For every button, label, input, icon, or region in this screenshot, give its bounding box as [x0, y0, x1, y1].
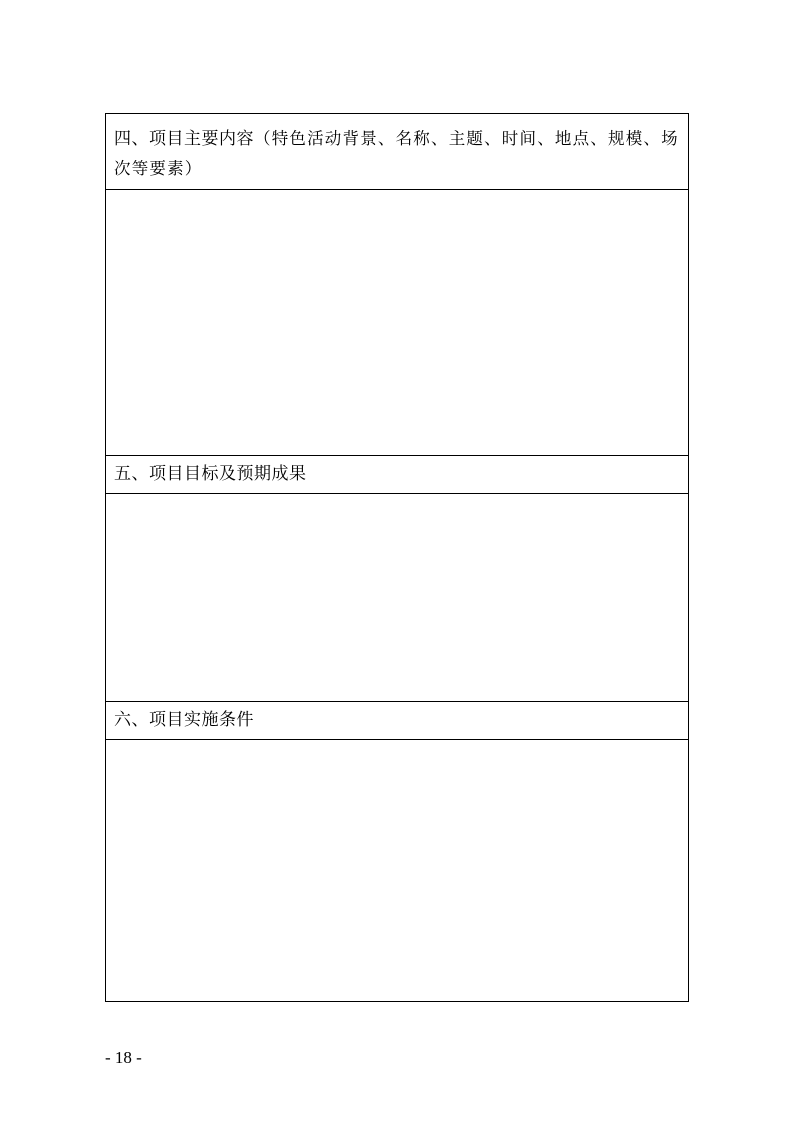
section-4-note: （特色活动背景、名称、主题、时间、地点、规模、场次等要素） [114, 129, 679, 178]
section-5-content-area[interactable] [106, 494, 688, 702]
section-5-heading: 五、项目目标及预期成果 [114, 464, 307, 484]
section-4-content-area[interactable] [106, 190, 688, 456]
section-4-heading: 四、项目主要内容 [114, 129, 254, 149]
section-6-heading: 六、项目实施条件 [114, 710, 254, 730]
page-number: - 18 - [105, 1048, 142, 1067]
section-4-header [106, 114, 688, 190]
section-6-header [106, 702, 688, 740]
application-form-table [105, 113, 689, 1002]
section-5-header [106, 456, 688, 494]
section-6-content-area[interactable] [106, 740, 688, 1001]
